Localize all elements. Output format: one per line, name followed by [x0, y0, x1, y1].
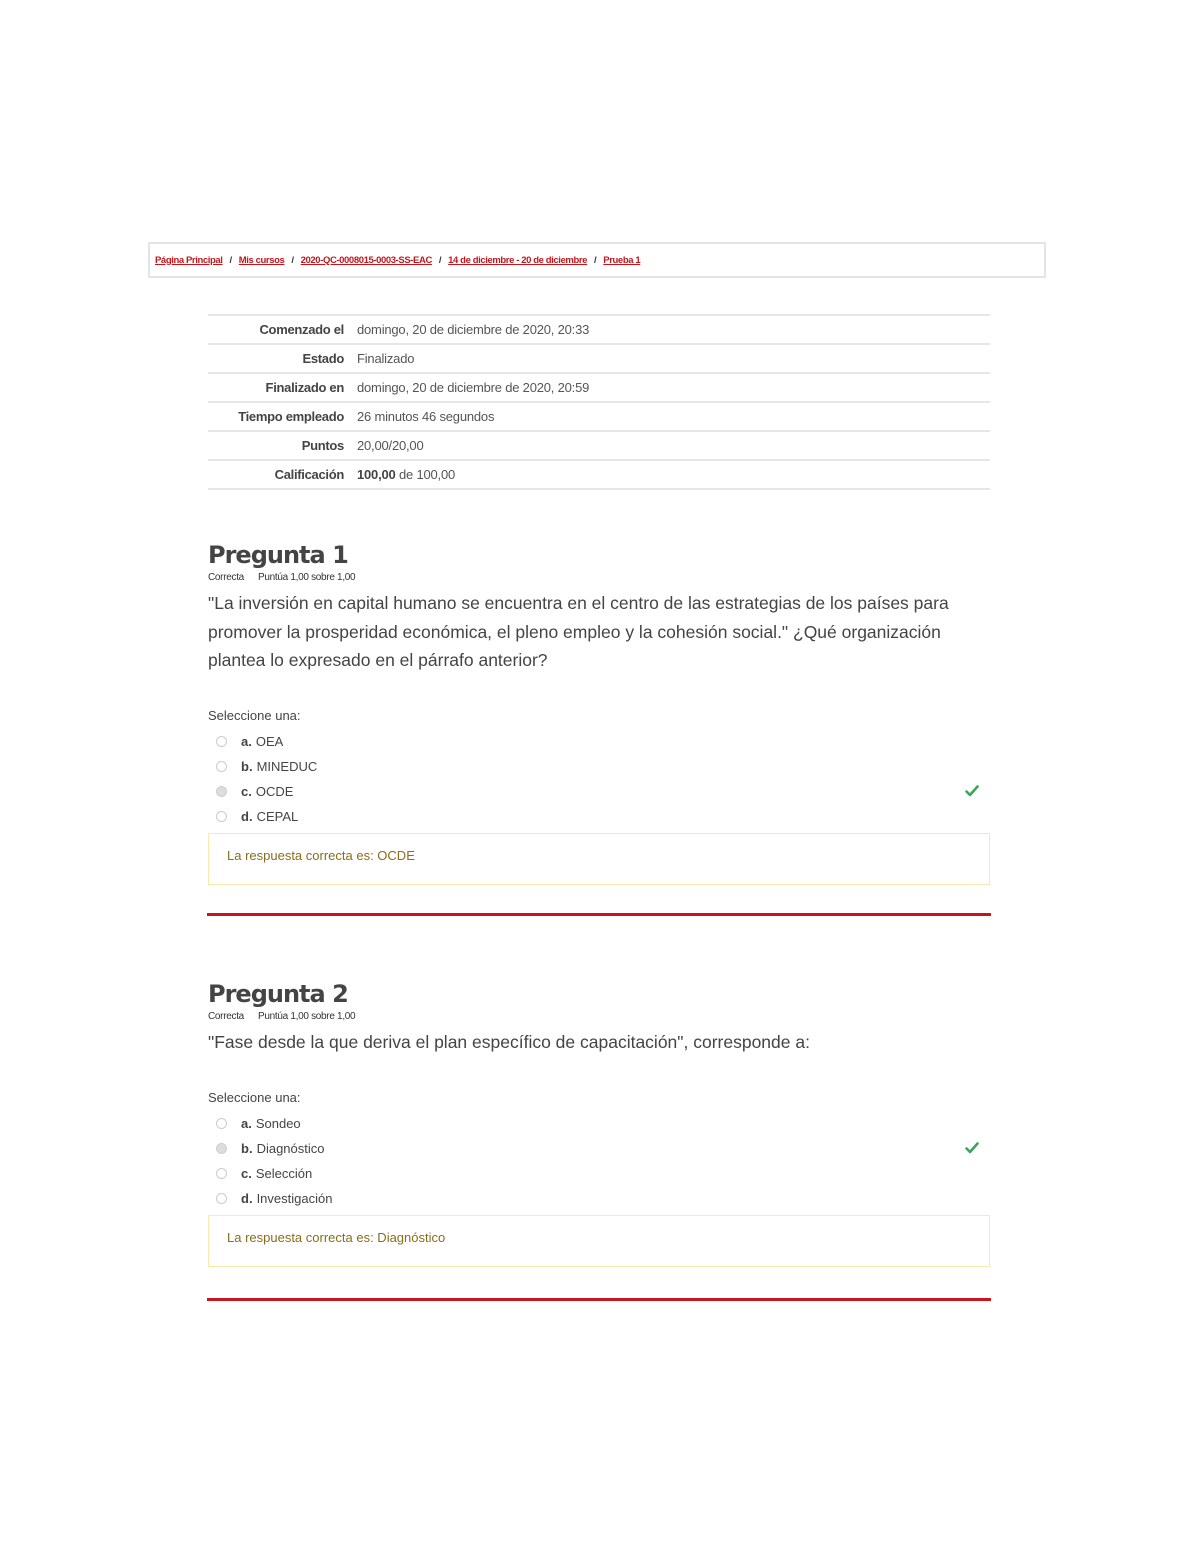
summary-label: Estado: [302, 351, 344, 366]
breadcrumb-separator: /: [291, 254, 294, 266]
answer-option-c[interactable]: [208, 779, 990, 804]
option-letter: d.: [241, 1190, 253, 1206]
grade-max: de 100,00: [398, 467, 456, 482]
question-1: [208, 540, 990, 885]
option-letter: a.: [241, 1115, 252, 1131]
summary-row-started: [208, 315, 990, 344]
radio-button-selected[interactable]: [216, 786, 227, 797]
summary-label: Comenzado el: [259, 322, 344, 337]
answer-option-a[interactable]: [208, 729, 990, 754]
answer-prompt: Seleccione una:: [208, 707, 301, 723]
radio-button-selected[interactable]: [216, 1143, 227, 1154]
radio-button[interactable]: [216, 736, 227, 747]
summary-value: [357, 460, 990, 489]
breadcrumb-week-link[interactable]: 14 de diciembre - 20 de diciembre: [448, 254, 588, 266]
summary-label: Calificación: [274, 467, 344, 482]
answer-option-c[interactable]: [208, 1161, 990, 1186]
summary-value: 26 minutos 46 segundos: [357, 409, 495, 424]
summary-label: Puntos: [301, 438, 344, 453]
question-info: [208, 572, 990, 583]
answer-option-d[interactable]: [208, 804, 990, 829]
summary-value: 20,00/20,00: [357, 438, 424, 453]
radio-button[interactable]: [216, 761, 227, 772]
check-icon: [964, 1140, 980, 1156]
option-text: MINEDUC: [256, 758, 318, 774]
attempt-summary-table: [208, 314, 990, 490]
breadcrumb-separator: /: [438, 254, 442, 266]
summary-value: domingo, 20 de diciembre de 2020, 20:33: [357, 322, 590, 337]
question-score: Puntúa 1,00 sobre 1,00: [257, 1011, 356, 1022]
breadcrumb-my-courses-link[interactable]: Mis cursos: [238, 254, 285, 266]
option-letter: d.: [241, 808, 253, 824]
option-text: Investigación: [256, 1190, 333, 1206]
option-text: OCDE: [255, 783, 294, 799]
summary-value: domingo, 20 de diciembre de 2020, 20:59: [357, 380, 590, 395]
summary-row-points: [208, 431, 990, 460]
question-divider: [207, 1298, 991, 1301]
question-status: Correcta: [208, 572, 244, 583]
breadcrumb-quiz-link[interactable]: Prueba 1: [603, 254, 641, 266]
breadcrumb-home-link[interactable]: Página Principal: [155, 254, 223, 266]
summary-row-time-taken: [208, 402, 990, 431]
radio-button[interactable]: [216, 811, 227, 822]
summary-label: Tiempo empleado: [238, 409, 344, 424]
question-text: "La inversión en capital humano se encuentra en el centro de las estrategias de los países para promover la prosperidad económica, el pleno empleo y la cohesión social." ¿Qué organización plantea lo expresado en el párrafo anterior?: [208, 593, 949, 670]
summary-label: Finalizado en: [265, 380, 344, 395]
breadcrumb-separator: /: [594, 254, 597, 266]
question-title: Pregunta 2: [208, 980, 348, 1008]
breadcrumb: [148, 242, 1046, 278]
answer-option-b[interactable]: [208, 754, 990, 779]
option-text: CEPAL: [256, 808, 299, 824]
option-letter: c.: [241, 1165, 252, 1181]
breadcrumb-separator: /: [229, 254, 232, 266]
answer-option-d[interactable]: [208, 1186, 990, 1211]
option-text: OEA: [255, 733, 284, 749]
option-text: Sondeo: [255, 1115, 301, 1131]
summary-value: Finalizado: [357, 351, 415, 366]
question-2: [208, 979, 990, 1267]
option-letter: a.: [241, 733, 252, 749]
answer-options: [208, 729, 990, 829]
check-icon: [964, 783, 980, 799]
answer-options: [208, 1111, 990, 1211]
question-title: Pregunta 1: [208, 541, 348, 569]
summary-row-finished: [208, 373, 990, 402]
answer-option-a[interactable]: [208, 1111, 990, 1136]
question-divider: [207, 913, 991, 916]
radio-button[interactable]: [216, 1118, 227, 1129]
option-letter: b.: [241, 758, 253, 774]
answer-option-b[interactable]: [208, 1136, 990, 1161]
grade-value: 100,00: [357, 467, 396, 482]
breadcrumb-course-link[interactable]: 2020-QC-0008015-0003-SS-EAC: [300, 254, 432, 266]
question-status: Correcta: [208, 1011, 244, 1022]
radio-button[interactable]: [216, 1168, 227, 1179]
option-letter: b.: [241, 1140, 253, 1156]
summary-row-state: [208, 344, 990, 373]
correct-answer-feedback: La respuesta correcta es: OCDE: [208, 833, 990, 885]
question-info: [208, 1011, 990, 1022]
question-text: "Fase desde la que deriva el plan específico de capacitación", corresponde a:: [208, 1032, 810, 1052]
option-text: Selección: [255, 1165, 313, 1181]
option-letter: c.: [241, 783, 252, 799]
correct-answer-feedback: La respuesta correcta es: Diagnóstico: [208, 1215, 990, 1267]
summary-row-grade: [208, 460, 990, 489]
question-score: Puntúa 1,00 sobre 1,00: [257, 572, 356, 583]
option-text: Diagnóstico: [256, 1140, 325, 1156]
radio-button[interactable]: [216, 1193, 227, 1204]
answer-prompt: Seleccione una:: [208, 1089, 301, 1105]
